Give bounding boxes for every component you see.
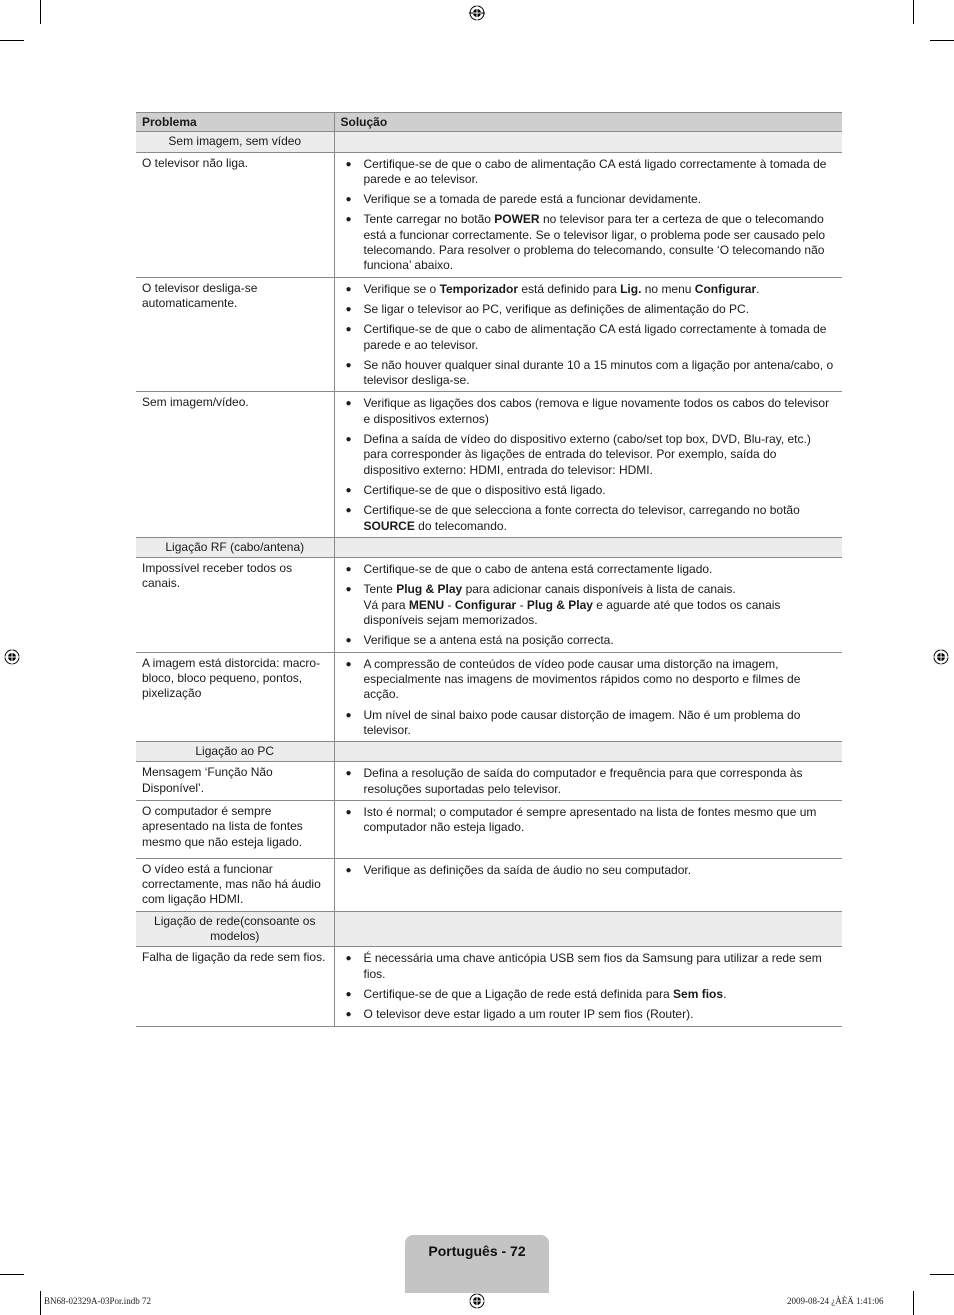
solution-cell — [334, 762, 842, 801]
solution-cell — [334, 558, 842, 652]
solution-item: ● Certifique-se de que o dispositivo está ligado. — [342, 483, 836, 498]
solution-item: ● Tente Plug & Play para adicionar canais disponíveis à lista de canais. Vá para MENU - Configurar - Plug & Play e aguarde até que todos os canais disponíveis sejam memorizados. — [342, 582, 836, 628]
table-row — [136, 762, 842, 801]
solution-item: ● É necessária uma chave anticópia USB sem fios da Samsung para utilizar a rede sem fios. — [342, 951, 836, 982]
section-row — [136, 132, 842, 152]
table-header-row — [136, 113, 842, 132]
table-row — [136, 858, 842, 911]
column-header-problem: Problema — [136, 113, 334, 132]
solution-item: ● Certifique-se de que o cabo de antena está correctamente ligado. — [342, 562, 836, 577]
section-title: Ligação ao PC — [136, 742, 334, 762]
problem-cell: Sem imagem/vídeo. — [136, 392, 334, 537]
solution-item: ● Certifique-se de que selecciona a fonte correcta do televisor, carregando no botão SOURCE do telecomando. — [342, 503, 836, 534]
table-row — [136, 392, 842, 537]
solution-item: ● Certifique-se de que a Ligação de rede está definida para Sem fios. — [342, 987, 836, 1002]
page-number-label: Português - 72 — [428, 1243, 526, 1259]
section-blank — [334, 537, 842, 557]
table-row — [136, 800, 842, 858]
registration-mark-icon — [933, 649, 949, 665]
registration-mark-icon — [469, 1293, 485, 1309]
solution-item: ● Tente carregar no botão POWER no televisor para ter a certeza de que o telecomando está a funcionar correctamente. Se o televisor ligar, o problema pode ser causado pelo telecomando. Para resolver o problema do telecomando, consulte ‘O telecomando não funciona’ abaixo. — [342, 212, 836, 273]
table-row — [136, 558, 842, 652]
solution-item: ● Certifique-se de que o cabo de alimentação CA está ligado correctamente à tomada de parede e ao televisor. — [342, 157, 836, 188]
crop-mark — [930, 40, 954, 41]
section-blank — [334, 911, 842, 947]
solution-cell — [334, 947, 842, 1026]
solution-cell — [334, 858, 842, 911]
section-blank — [334, 742, 842, 762]
solution-item: ● Verifique as definições da saída de áudio no seu computador. — [342, 863, 836, 878]
section-blank — [334, 132, 842, 152]
crop-mark — [0, 40, 24, 41]
problem-cell: O computador é sempre apresentado na lista de fontes mesmo que não esteja ligado. — [136, 800, 334, 858]
solution-item: ● Um nível de sinal baixo pode causar distorção de imagem. Não é um problema do televisor. — [342, 708, 836, 739]
section-title: Sem imagem, sem vídeo — [136, 132, 334, 152]
crop-mark — [930, 1274, 954, 1275]
registration-mark-icon — [469, 5, 485, 21]
table-row — [136, 152, 842, 277]
page-number-tab — [405, 1235, 549, 1293]
table-row — [136, 947, 842, 1026]
solution-cell — [334, 800, 842, 858]
solution-item: ● Defina a saída de vídeo do dispositivo externo (cabo/set top box, DVD, Blu-ray, etc.) para corresponder às ligações de entrada do televisor. Por exemplo, saída do dispositivo externo: HDMI, entrada do televisor: HDMI. — [342, 432, 836, 478]
registration-mark-icon — [4, 649, 20, 665]
problem-cell: Mensagem ‘Função Não Disponível’. — [136, 762, 334, 801]
problem-cell: O televisor não liga. — [136, 152, 334, 277]
footer-file: BN68-02329A-03Por.indb 72 — [44, 1296, 152, 1306]
solution-cell — [334, 392, 842, 537]
crop-mark — [0, 1274, 24, 1275]
section-row — [136, 742, 842, 762]
column-header-solution: Solução — [334, 113, 842, 132]
table-row — [136, 652, 842, 741]
solution-item: ● Isto é normal; o computador é sempre apresentado na lista de fontes mesmo que um computador não esteja ligado. — [342, 805, 836, 836]
solution-item: ● Certifique-se de que o cabo de alimentação CA está ligado correctamente à tomada de parede e ao televisor. — [342, 322, 836, 353]
crop-mark — [40, 0, 41, 24]
solution-item: ● Verifique se a antena está na posição correcta. — [342, 633, 836, 648]
solution-cell — [334, 152, 842, 277]
problem-cell: Impossível receber todos os canais. — [136, 558, 334, 652]
solution-item: ● O televisor deve estar ligado a um router IP sem fios (Router). — [342, 1007, 836, 1022]
crop-mark — [913, 1291, 914, 1315]
solution-item: ● Se não houver qualquer sinal durante 10 a 15 minutos com a ligação por antena/cabo, o televisor desliga-se. — [342, 358, 836, 389]
problem-cell: O vídeo está a funcionar correctamente, mas não há áudio com ligação HDMI. — [136, 858, 334, 911]
solution-item: ● Se ligar o televisor ao PC, verifique as definições de alimentação do PC. — [342, 302, 836, 317]
section-title: Ligação RF (cabo/antena) — [136, 537, 334, 557]
table-row — [136, 277, 842, 392]
problem-cell: A imagem está distorcida: macro-bloco, bloco pequeno, pontos, pixelização — [136, 652, 334, 741]
solution-item: ● A compressão de conteúdos de vídeo pode causar uma distorção na imagem, especialmente nas imagens de movimentos rápidos como no desporto e filmes de acção. — [342, 657, 836, 703]
crop-mark — [40, 1291, 41, 1315]
section-title: Ligação de rede(consoante os modelos) — [136, 911, 334, 947]
problem-cell: O televisor desliga-se automaticamente. — [136, 277, 334, 392]
solution-item: ● Defina a resolução de saída do computador e frequência para que corresponda às resoluções suportadas pelo televisor. — [342, 766, 836, 797]
section-row — [136, 911, 842, 947]
solution-cell — [334, 652, 842, 741]
section-row — [136, 537, 842, 557]
footer-date: 2009-08-24 ¿ÀÈÄ 1:41:06 — [787, 1296, 884, 1306]
troubleshooting-table — [136, 112, 842, 1027]
solution-item: ● Verifique as ligações dos cabos (remova e ligue novamente todos os cabos do televisor e dispositivos externos) — [342, 396, 836, 427]
solution-item: ● Verifique se o Temporizador está definido para Lig. no menu Configurar. — [342, 282, 836, 297]
problem-cell: Falha de ligação da rede sem fios. — [136, 947, 334, 1026]
solution-cell — [334, 277, 842, 392]
solution-item: ● Verifique se a tomada de parede está a funcionar devidamente. — [342, 192, 836, 207]
crop-mark — [913, 0, 914, 24]
